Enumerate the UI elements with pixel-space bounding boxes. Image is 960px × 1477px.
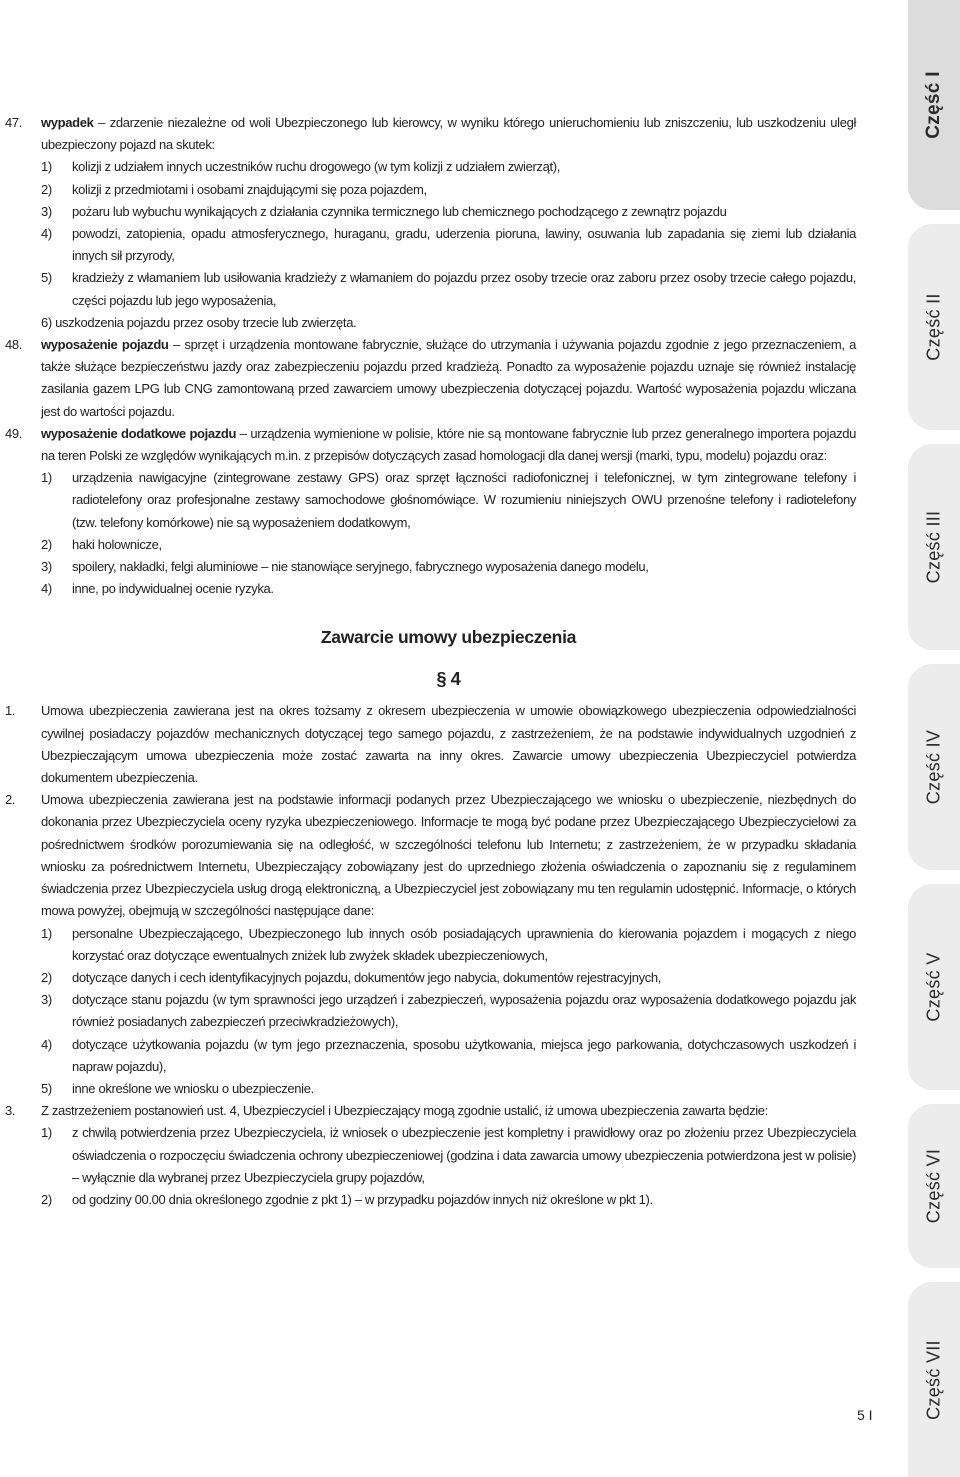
- sub-item-number: 1): [41, 1125, 52, 1141]
- sub-item: [0, 1078, 856, 1100]
- sub-item-text: kolizji z udziałem innych uczestników ruchu drogowego (w tym kolizji z udziałem zwierząt),: [72, 159, 560, 175]
- sub-item-number: 1): [41, 470, 52, 486]
- sub-item: [0, 1189, 856, 1211]
- sub-item-number: 6): [41, 314, 52, 330]
- definition-text: – urządzenia wymienione w polisie, które nie są montowane fabrycznie lub przez generalnego importera pojazdu na teren Polski ze względów wynikających m.in. z przepisów dotyczących zasad homologacji dla danej wersji (marki, typu, modelu) pojazdu oraz:: [41, 425, 856, 464]
- point-number: 2.: [5, 792, 16, 808]
- sub-item-text: spoilery, nakładki, felgi aluminiowe – nie stanowiące seryjnego, fabrycznego wyposażenia danego modelu,: [72, 559, 649, 575]
- numbered-point: [0, 1100, 856, 1122]
- sub-item-text: dotyczące danych i cech identyfikacyjnych pojazdu, dokumentów jego nabycia, dokumentów rejestracyjnych,: [72, 969, 662, 985]
- sub-item-number: 4): [41, 581, 52, 597]
- sub-item-number: 5): [41, 270, 52, 286]
- point-number: 1.: [5, 703, 16, 719]
- item-number: 48.: [5, 337, 23, 353]
- sub-item-text: kradzieży z włamaniem lub usiłowania kradzieży z włamaniem do pojazdu przez osoby trzecie oraz zaboru przez osoby trzecie całego pojazdu, części pojazdu lub jego wyposażenia,: [72, 270, 856, 308]
- tab-label: Część I: [923, 71, 944, 139]
- sub-item-number: 1): [41, 159, 52, 175]
- tab-label: Część V: [923, 952, 944, 1022]
- point-text: Z zastrzeżeniem postanowień ust. 4, Ubezpieczyciel i Ubezpieczający mogą zgodnie ustalić, iż umowa ubezpieczenia zawarta będzie:: [41, 1103, 768, 1119]
- sub-item: [0, 534, 856, 556]
- sub-item-number: 2): [41, 536, 52, 552]
- sub-item-text: urządzenia nawigacyjne (zintegrowane zestawy GPS) oraz sprzęt łączności radiofonicznej i telefonicznej, w tym zintegrowane telefony i radiotelefony oraz profesjonalne zestawy samochodowe głośnomówiące. W rozumieniu niniejszych OWU przenośne telefony i radiotelefony (tzw. telefony komórkowe) nie są wyposażeniem dodatkowym,: [72, 470, 856, 530]
- point-text: Umowa ubezpieczenia zawierana jest na okres tożsamy z okresem ubezpieczenia w umowie obowiązkowego ubezpieczenia odpowiedzialności cywilnej posiadaczy pojazdów mechanicznych dotyczącej tego samego pojazdu, z zastrzeżeniem, że na podstawie indywidualnych uzgodnień z Ubezpieczającym umowa ubezpieczenia może zostać zawarta na inny okres. Zawarcie umowy ubezpieczenia Ubezpieczyciel potwierdza dokumentem ubezpieczenia.: [41, 703, 856, 786]
- paragraph-number: § 4: [436, 669, 461, 690]
- definition-item: [0, 423, 856, 467]
- sub-item-text: personalne Ubezpieczającego, Ubezpieczonego lub innych osób posiadających uprawnienia do kierowania pojazdem i mogących z niego korzystać oraz dotyczące ewentualnych zniżek lub zwyżek składek ubezpieczeniowych,: [72, 925, 856, 963]
- item-number: 47.: [5, 115, 23, 130]
- tab-label: Część IV: [923, 729, 944, 805]
- sub-item: [0, 156, 856, 178]
- tab-label: Część II: [923, 293, 944, 361]
- point-text: Umowa ubezpieczenia zawierana jest na podstawie informacji podanych przez Ubezpieczającego we wniosku o ubezpieczenie, niezbędnych do dokonania przez Ubezpieczyciela oceny ryzyka ubezpieczeniowego. Informacje te mogą być podane przez Ubezpieczającego Ubezpieczycielowi za pośrednictwem środków porozumiewania się na odległość, w szczególności telefonu lub Internetu; z zastrzeżeniem, że w przypadku składania wniosku za pośrednictwem Internetu, Ubezpieczający zobowiązany jest do uprzedniego złożenia oświadczenia o zapoznaniu się z regulaminem świadczenia przez Ubezpieczyciela usług drogą elektroniczną, a Ubezpieczyciel jest zobowiązany mu ten regulamin udostępnić. Informacje, o których mowa powyżej, obejmują w szczególności następujące dane:: [41, 792, 856, 919]
- sub-item-text: z chwilą potwierdzenia przez Ubezpieczyciela, iż wniosek o ubezpieczenie jest kompletny i prawidłowy oraz po złożeniu przez Ubezpieczyciela oświadczenia o rozpoczęciu świadczenia ochrony ubezpieczeniowej (godzina i data zawarcia umowy ubezpieczenia potwierdzona jest w polisie) – wyłącznie dla wybranej przez Ubezpieczyciela grupy pojazdów,: [72, 1125, 856, 1185]
- page-number: 5 I: [857, 1407, 873, 1423]
- sub-item: [0, 578, 856, 600]
- sub-item: [0, 179, 856, 201]
- sub-item-number: 2): [41, 1191, 52, 1207]
- tab-czesc-3[interactable]: [908, 444, 960, 650]
- sub-item-text: dotyczące stanu pojazdu (w tym sprawności jego urządzeń i zabezpieczeń, wyposażenia pojazdu oraz wyposażenia dodatkowego pojazdu jak również posiadanych zabezpieczeń przeciwkradzieżowych),: [72, 992, 856, 1030]
- sub-item-number: 2): [41, 969, 52, 985]
- definition-term: wypadek: [41, 115, 94, 130]
- sub-item-text: inne określone we wniosku o ubezpieczenie.: [72, 1080, 314, 1096]
- sub-item: [0, 312, 856, 334]
- sub-item: [0, 223, 856, 267]
- sub-item-text: haki holownicze,: [72, 536, 162, 552]
- sub-item-text: uszkodzenia pojazdu przez osoby trzecie lub zwierzęta.: [55, 314, 357, 330]
- tab-label: Część VII: [923, 1339, 944, 1420]
- sub-item: [0, 467, 856, 534]
- sub-item: [0, 1034, 856, 1078]
- sub-item-number: 3): [41, 203, 52, 219]
- section-tabs: [908, 0, 960, 1477]
- sub-item-number: 4): [41, 226, 52, 242]
- sub-item: [0, 267, 856, 311]
- definition-term: wyposażenie pojazdu: [41, 337, 169, 353]
- sub-item: [0, 923, 856, 967]
- sub-item-number: 3): [41, 992, 52, 1008]
- sub-item-number: 3): [41, 559, 52, 575]
- sub-item: [0, 967, 856, 989]
- sub-item: [0, 201, 856, 223]
- sub-item-text: od godziny 00.00 dnia określonego zgodnie z pkt 1) – w przypadku pojazdów innych niż określone w pkt 1).: [72, 1191, 653, 1207]
- tab-czesc-4[interactable]: [908, 664, 960, 870]
- sub-item-text: inne, po indywidualnej ocenie ryzyka.: [72, 581, 274, 597]
- tab-czesc-5[interactable]: [908, 884, 960, 1090]
- definition-term: wyposażenie dodatkowe pojazdu: [41, 425, 237, 441]
- sub-item-text: dotyczące użytkowania pojazdu (w tym jego przeznaczenia, sposobu użytkowania, miejsca jego parkowania, dotychczasowych uszkodzeń i napraw pojazdu),: [72, 1036, 856, 1074]
- numbered-point: [0, 789, 856, 922]
- numbered-point: [0, 700, 856, 789]
- tab-czesc-1[interactable]: [908, 0, 960, 210]
- sub-item-number: 4): [41, 1036, 52, 1052]
- tab-czesc-2[interactable]: [908, 224, 960, 430]
- item-number: 49.: [5, 425, 23, 441]
- sub-item-text: powodzi, zatopienia, opadu atmosferycznego, huraganu, gradu, uderzenia pioruna, lawiny, osuwania lub zapadania się ziemi lub działania innych sił przyrody,: [72, 226, 856, 264]
- sub-item: [0, 1122, 856, 1189]
- definition-item: [0, 112, 856, 156]
- section-title: Zawarcie umowy ubezpieczenia: [320, 627, 577, 648]
- sub-item-text: pożaru lub wybuchu wynikających z działania czynnika termicznego lub chemicznego pochodzącego z zewnątrz pojazdu: [72, 203, 727, 219]
- sub-item-number: 1): [41, 925, 52, 941]
- tab-label: Część VI: [923, 1148, 944, 1224]
- tab-label: Część III: [923, 510, 944, 584]
- document-body: [0, 112, 856, 1211]
- tab-czesc-7[interactable]: [908, 1282, 960, 1477]
- point-number: 3.: [5, 1103, 16, 1119]
- sub-item-number: 2): [41, 181, 52, 197]
- definition-item: [0, 334, 856, 423]
- tab-czesc-6[interactable]: [908, 1104, 960, 1268]
- definition-text: – sprzęt i urządzenia montowane fabrycznie, służące do utrzymania i używania pojazdu zgodnie z jego przeznaczeniem, a także służące bezpieczeństwu jazdy oraz zabezpieczeniu pojazdu przed kradzieżą. Ponadto za wyposażenie pojazdu uznaje się również instalację zasilania gazem LPG lub CNG zamontowaną przed zawarciem umowy ubezpieczenia dotyczącej pojazdu. Wartość wyposażenia pojazdu wliczana jest do wartości pojazdu.: [41, 337, 856, 419]
- sub-item: [0, 989, 856, 1033]
- sub-item-text: kolizji z przedmiotami i osobami znajdującymi się poza pojazdem,: [72, 181, 427, 197]
- sub-item-number: 5): [41, 1080, 52, 1096]
- sub-item: [0, 556, 856, 578]
- definition-text: – zdarzenie niezależne od woli Ubezpieczonego lub kierowcy, w wyniku którego unieruchomieniu lub zniszczeniu, lub uszkodzeniu uległ ubezpieczony pojazd na skutek:: [41, 115, 856, 153]
